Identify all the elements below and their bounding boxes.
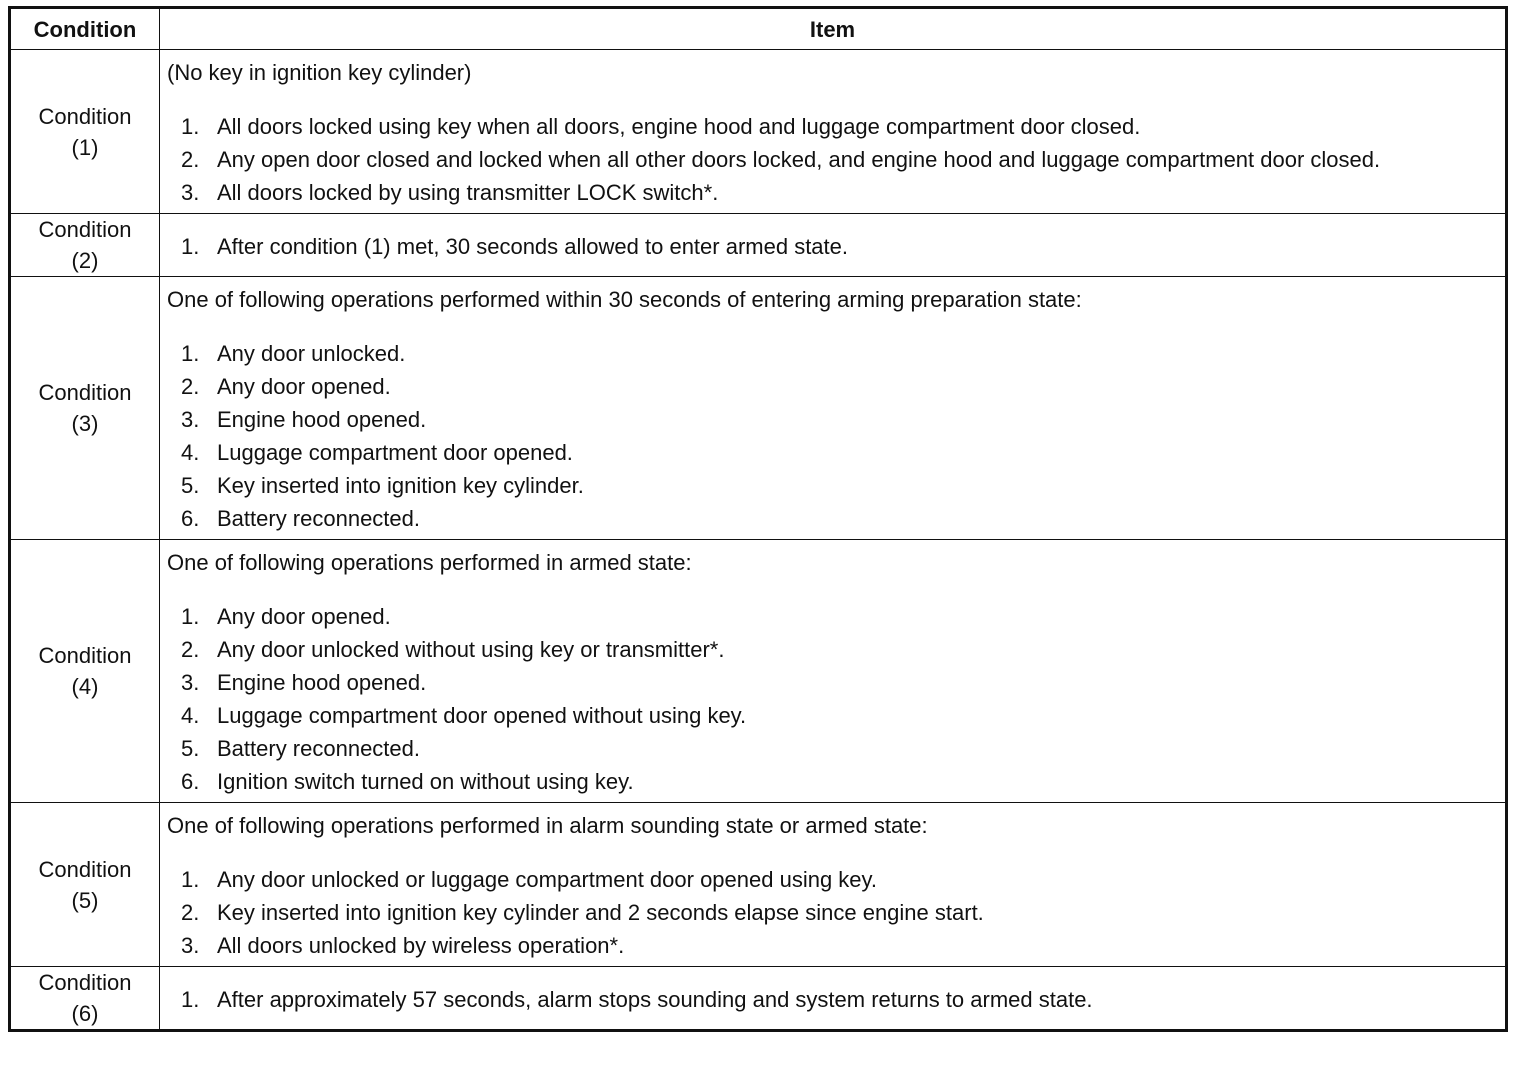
list-item-text: All doors locked by using transmitter LOCK switch*. — [217, 180, 719, 205]
list-item-text: Engine hood opened. — [217, 670, 427, 695]
list-item-number: 2. — [181, 374, 200, 399]
condition-table — [8, 6, 1508, 1032]
item-cell — [160, 277, 1507, 540]
list-item-number: 2. — [181, 900, 200, 925]
list-item-text: Any door unlocked or luggage compartment door opened using key. — [217, 867, 878, 892]
list-item-text: After condition (1) met, 30 seconds allowed to enter armed state. — [217, 233, 848, 259]
list-item-text: Any door opened. — [217, 604, 391, 629]
condition-label: Condition — [38, 856, 132, 882]
list-item-number: 2. — [181, 147, 200, 172]
condition-cell — [10, 277, 160, 540]
list-item — [167, 896, 1495, 929]
list-item-text: Engine hood opened. — [217, 407, 427, 432]
list-item-text: Key inserted into ignition key cylinder. — [217, 473, 584, 498]
list-item-text: Any door unlocked. — [217, 341, 406, 366]
item-cell — [160, 803, 1507, 967]
list-item-text: Ignition switch turned on without using key. — [217, 769, 634, 794]
list-item-text: After approximately 57 seconds, alarm stops sounding and system returns to armed state. — [217, 986, 1093, 1012]
condition-cell — [10, 50, 160, 214]
list-item — [167, 230, 1495, 263]
item-intro: One of following operations performed in armed state: — [167, 550, 692, 575]
condition-label: Condition — [38, 103, 132, 129]
list-item-text: All doors locked using key when all doors, engine hood and luggage compartment door closed. — [217, 114, 1141, 139]
list-item-text: Battery reconnected. — [217, 736, 421, 761]
list-item-number: 1. — [181, 233, 200, 259]
list-item-number: 6. — [181, 769, 200, 794]
list-item-number: 2. — [181, 637, 200, 662]
list-item — [167, 765, 1495, 798]
condition-number: (6) — [71, 1001, 99, 1026]
condition-number: (3) — [71, 411, 99, 436]
list-item-text: Battery reconnected. — [217, 506, 421, 531]
list-item — [167, 337, 1495, 370]
list-item — [167, 403, 1495, 436]
list-item-text: Any open door closed and locked when all other doors locked, and engine hood and luggage compartment door closed. — [217, 147, 1381, 172]
list-item — [167, 469, 1495, 502]
item-cell — [160, 540, 1507, 803]
list-item — [167, 436, 1495, 469]
item-cell — [160, 967, 1507, 1031]
list-item-number: 4. — [181, 440, 200, 465]
list-item — [167, 732, 1495, 765]
table-row — [10, 803, 1507, 967]
table-row — [10, 967, 1507, 1031]
list-item — [167, 633, 1495, 666]
item-intro: (No key in ignition key cylinder) — [167, 60, 472, 85]
list-item — [167, 666, 1495, 699]
item-cell — [160, 214, 1507, 277]
list-item-number: 3. — [181, 180, 200, 205]
condition-label: Condition — [38, 380, 132, 405]
list-item — [167, 143, 1495, 176]
condition-cell — [10, 214, 160, 277]
table-row — [10, 277, 1507, 540]
list-item-text: Key inserted into ignition key cylinder and 2 seconds elapse since engine start. — [217, 900, 984, 925]
table-row — [10, 540, 1507, 803]
list-item — [167, 929, 1495, 962]
item-intro: One of following operations performed within 30 seconds of entering arming preparation state: — [167, 287, 1082, 312]
table-body — [10, 50, 1507, 1031]
item-cell — [160, 50, 1507, 214]
item-list — [167, 110, 1495, 209]
condition-label: Condition — [38, 970, 132, 995]
condition-number: (4) — [71, 674, 99, 699]
item-list — [167, 600, 1495, 798]
item-list — [167, 337, 1495, 535]
condition-cell — [10, 803, 160, 967]
item-list — [167, 983, 1495, 1016]
header-item: Item — [160, 8, 1507, 50]
header-row — [10, 8, 1507, 50]
list-item-number: 1. — [181, 867, 200, 892]
condition-cell — [10, 967, 160, 1031]
list-item — [167, 699, 1495, 732]
condition-number: (5) — [71, 887, 99, 913]
list-item-number: 5. — [181, 473, 200, 498]
item-list — [167, 230, 1495, 263]
list-item-number: 1. — [181, 341, 200, 366]
table-row — [10, 214, 1507, 277]
list-item-number: 5. — [181, 736, 200, 761]
list-item-text: Any door unlocked without using key or transmitter*. — [217, 637, 725, 662]
condition-label: Condition — [38, 217, 132, 242]
condition-label: Condition — [38, 643, 132, 668]
condition-number: (2) — [71, 248, 99, 273]
list-item-number: 1. — [181, 604, 200, 629]
table-row — [10, 50, 1507, 214]
list-item — [167, 863, 1495, 896]
item-intro: One of following operations performed in alarm sounding state or armed state: — [167, 813, 928, 838]
list-item-number: 3. — [181, 670, 200, 695]
list-item-text: Luggage compartment door opened. — [217, 440, 573, 465]
list-item-text: Luggage compartment door opened without using key. — [217, 703, 747, 728]
list-item-text: All doors unlocked by wireless operation*. — [217, 933, 625, 958]
list-item-number: 3. — [181, 407, 200, 432]
header-condition: Condition — [10, 8, 160, 50]
list-item — [167, 176, 1495, 209]
list-item-number: 1. — [181, 114, 200, 139]
condition-cell — [10, 540, 160, 803]
item-list — [167, 863, 1495, 962]
list-item-number: 1. — [181, 986, 200, 1012]
condition-number: (1) — [71, 134, 99, 160]
list-item-number: 3. — [181, 933, 200, 958]
list-item — [167, 370, 1495, 403]
list-item — [167, 983, 1495, 1016]
list-item — [167, 110, 1495, 143]
list-item-number: 6. — [181, 506, 200, 531]
list-item — [167, 600, 1495, 633]
list-item-number: 4. — [181, 703, 200, 728]
list-item — [167, 502, 1495, 535]
list-item-text: Any door opened. — [217, 374, 391, 399]
